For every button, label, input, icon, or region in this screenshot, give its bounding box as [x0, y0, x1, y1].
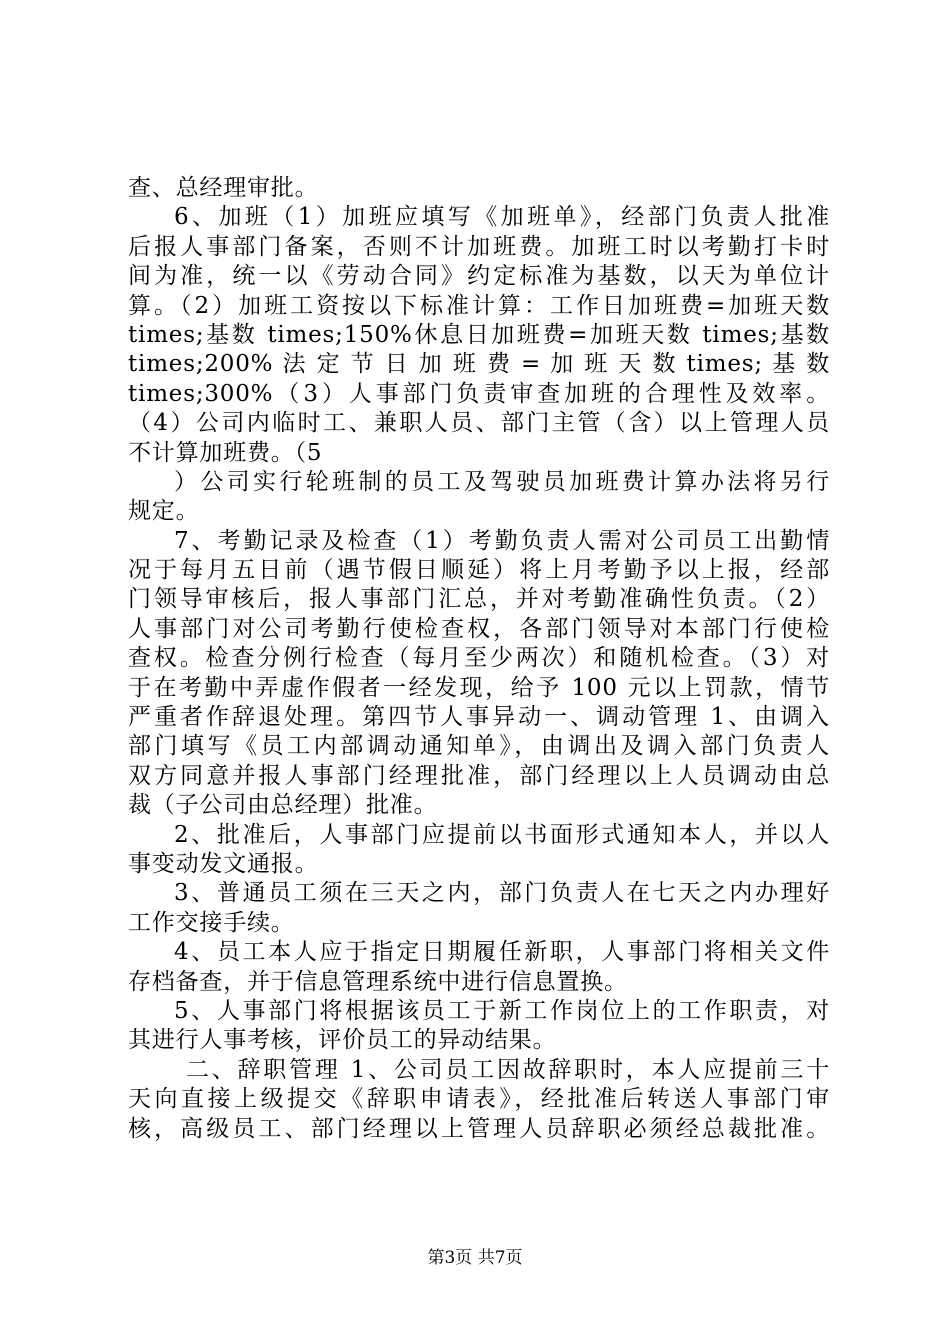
text-line: 人事部门对公司考勤行使检查权，各部门领导对本部门行使检: [128, 615, 830, 642]
text-line: 况于每月五日前（遇节假日顺延）将上月考勤予以上报，经部: [128, 557, 830, 584]
text-line: 算。（2）加班工资按以下标准计算：工作日加班费=加班天数: [128, 292, 830, 319]
text-line: 其进行人事考核，评价员工的异动结果。: [128, 1027, 557, 1054]
document-body: [128, 174, 830, 1144]
text-line: 双方同意并报人事部门经理批准，部门经理以上人员调动由总: [128, 762, 830, 789]
text-line: 事变动发文通报。: [128, 850, 319, 877]
text-line: 不计算加班费。（5: [128, 439, 323, 466]
text-line: 严重者作辞退处理。第四节人事异动一、调动管理 1、由调入: [128, 704, 830, 731]
text-line: （4）公司内临时工、兼职人员、部门主管（含）以上管理人员: [128, 410, 830, 437]
page-footer: 第3页 共7页: [427, 1248, 523, 1268]
text-line: 5、人事部门将根据该员工于新工作岗位上的工作职责，对: [174, 997, 830, 1024]
text-line: 查、总经理审批。: [128, 175, 319, 201]
text-line: times;200% 法 定 节 日 加 班 费 = 加 班 天 数 times; 基 数: [128, 351, 830, 378]
text-line: 于在考勤中弄虚作假者一经发现，给予 100 元以上罚款，情节: [128, 674, 830, 701]
text-line: 规定。: [128, 498, 200, 525]
text-line: 查权。检查分例行检查（每月至少两次）和随机检查。（3）对: [128, 645, 830, 672]
text-line: 工作交接手续。: [128, 909, 295, 936]
text-line: ）公司实行轮班制的员工及驾驶员加班费计算办法将另行: [174, 468, 830, 495]
text-line: times;基数 times;150%休息日加班费=加班天数 times;基数: [128, 321, 830, 348]
text-line: 存档备查，并于信息管理系统中进行信息置换。: [128, 968, 628, 995]
text-line: 6、加班（1）加班应填写《加班单》，经部门负责人批准: [174, 204, 830, 231]
text-line: 部门填写《员工内部调动通知单》，由调出及调入部门负责人: [128, 733, 830, 760]
text-line: 3、普通员工须在三天之内，部门负责人在七天之内办理好: [174, 880, 830, 907]
text-line: 4、员工本人应于指定日期履任新职，人事部门将相关文件: [174, 939, 830, 966]
text-line: 间为准，统一以《劳动合同》约定标准为基数，以天为单位计: [128, 263, 830, 290]
text-line: 核，高级员工、部门经理以上管理人员辞职必须经总裁批准。: [128, 1115, 830, 1142]
text-line: 裁（子公司由总经理）批准。: [128, 792, 438, 819]
text-line: 2、批准后，人事部门应提前以书面形式通知本人，并以人: [174, 821, 830, 848]
text-line: 门领导审核后，报人事部门汇总，并对考勤准确性负责。（2）: [128, 586, 830, 613]
text-line: times;300%（3）人事部门负责审查加班的合理性及效率。: [128, 380, 830, 407]
text-line: 7、考勤记录及检查（1）考勤负责人需对公司员工出勤情: [174, 527, 830, 554]
text-line: 天向直接上级提交《辞职申请表》，经批准后转送人事部门审: [128, 1086, 830, 1113]
text-line: 后报人事部门备案，否则不计加班费。加班工时以考勤打卡时: [128, 233, 830, 260]
text-line: 二、辞职管理 1、公司员工因故辞职时，本人应提前三十: [186, 1056, 830, 1083]
